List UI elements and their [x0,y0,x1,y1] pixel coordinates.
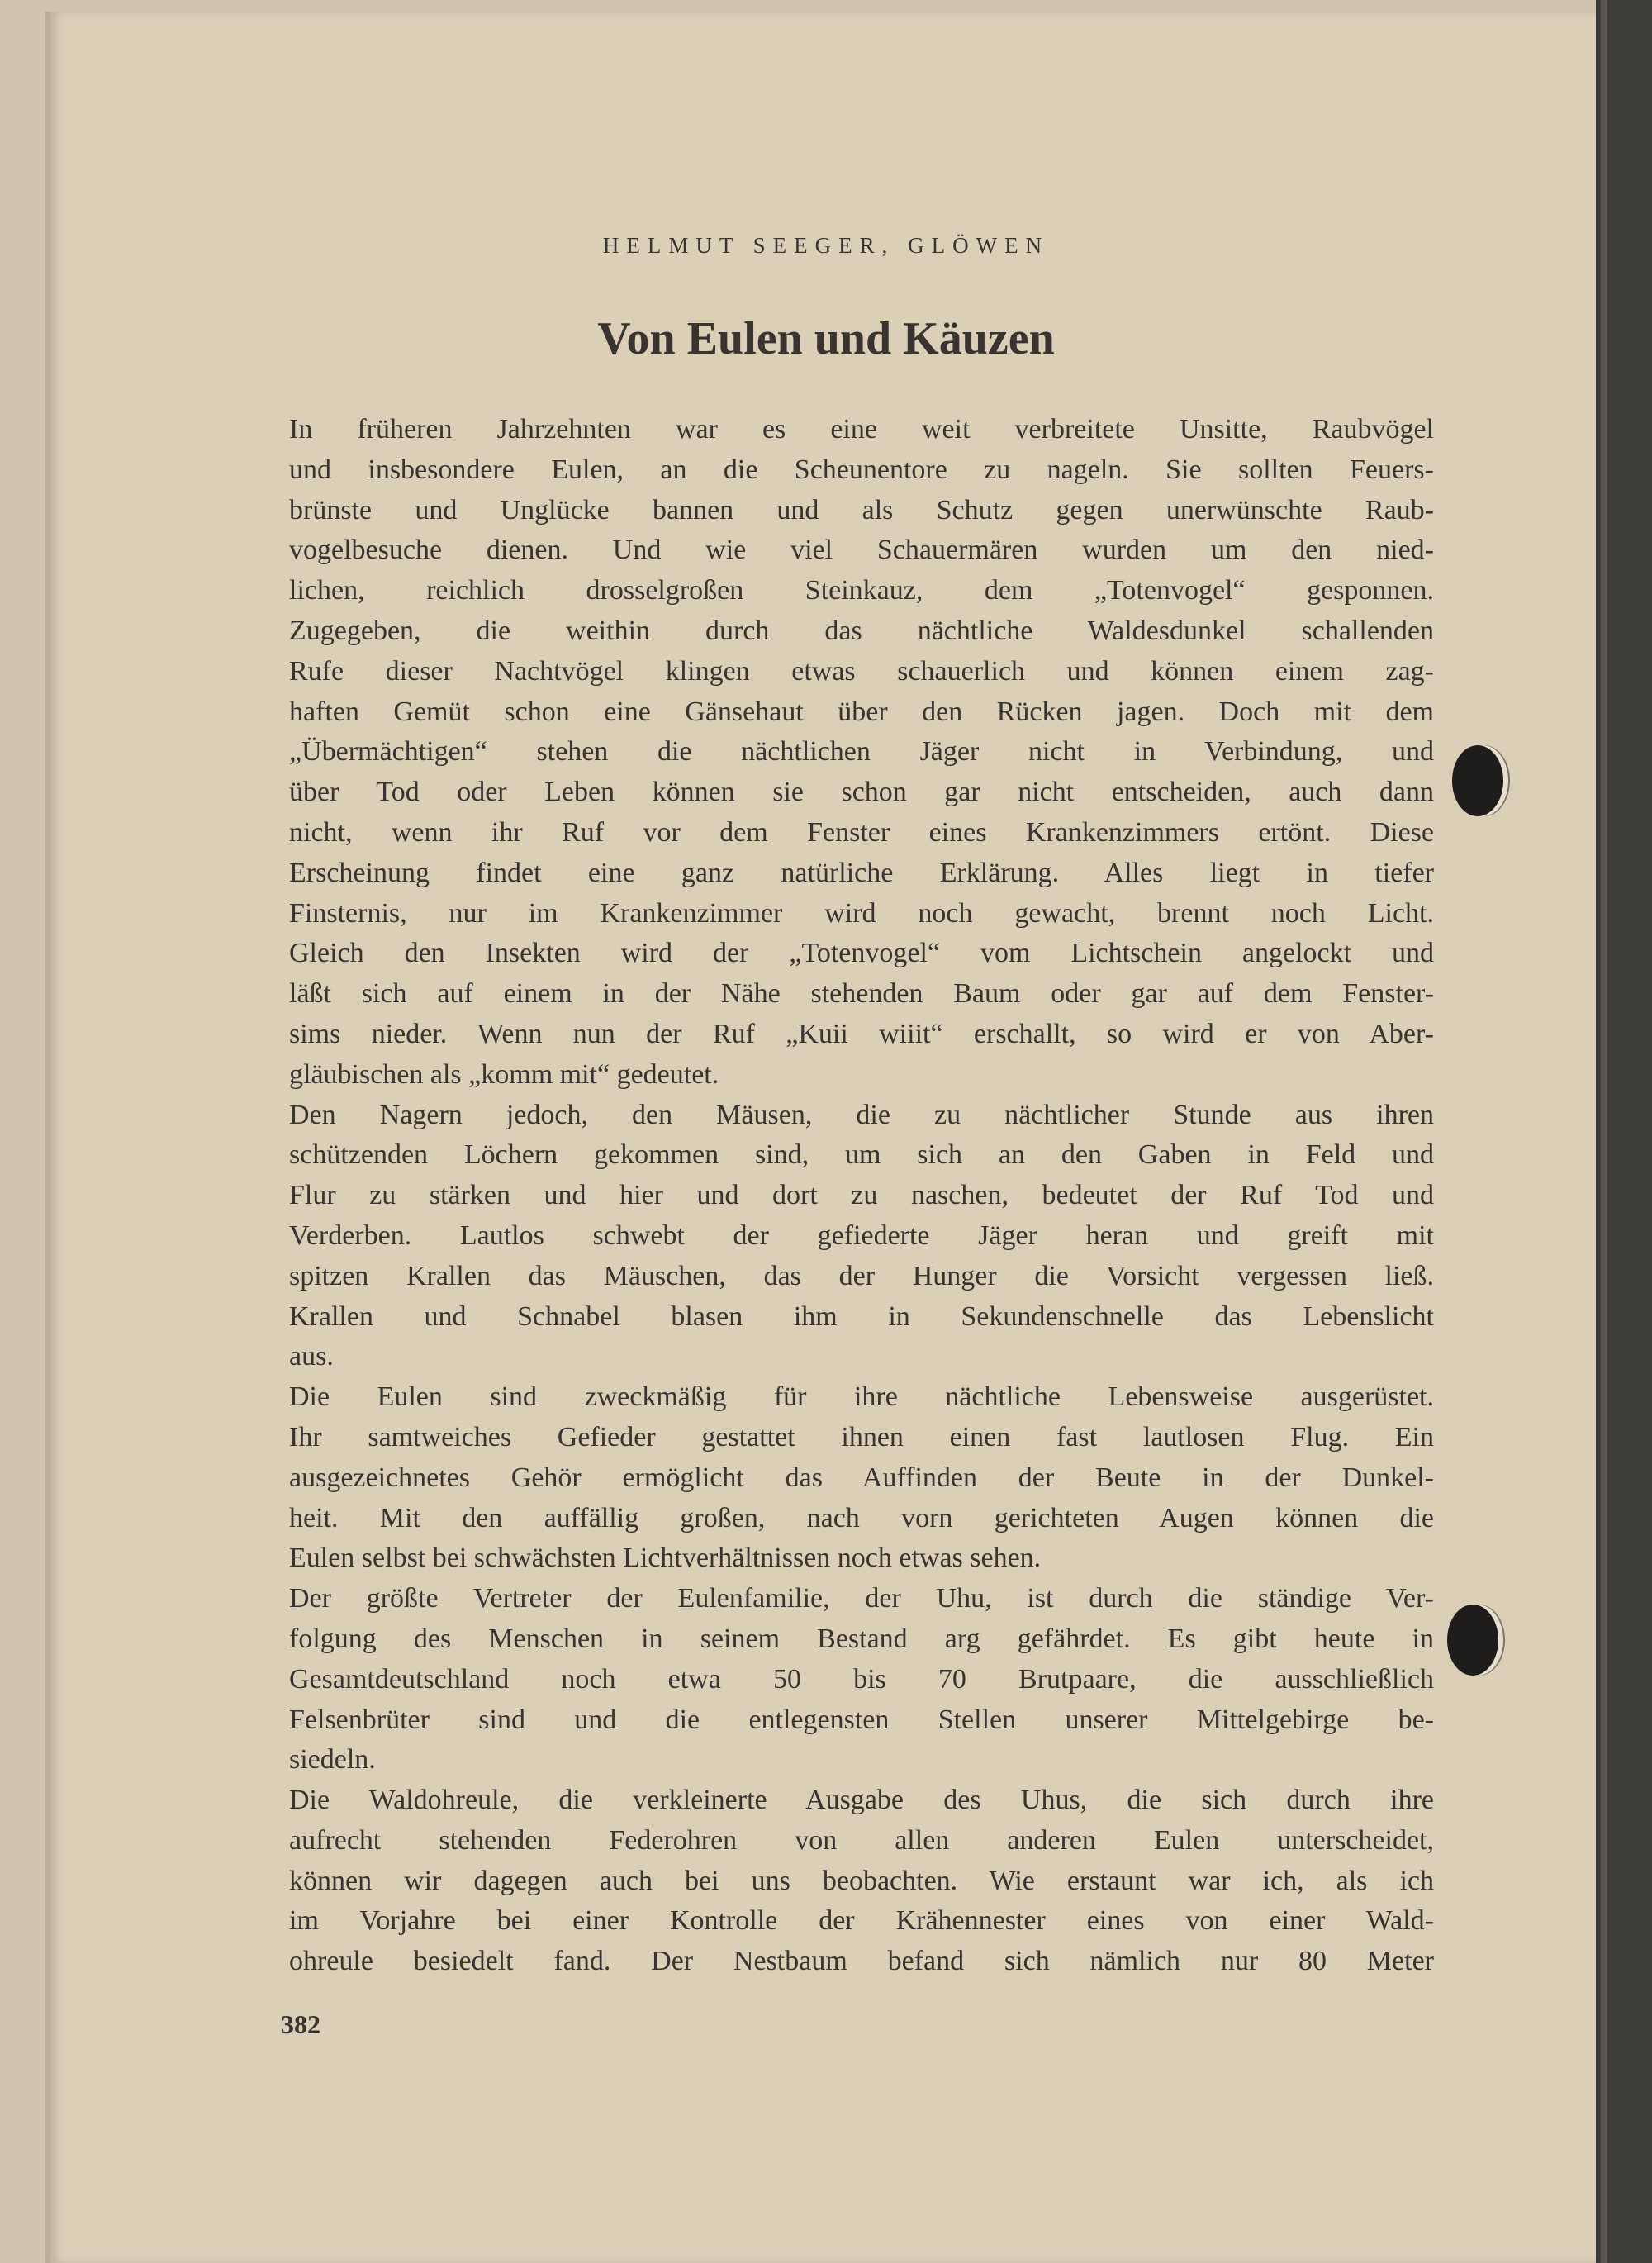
text-line: Finsternis, nur im Krankenzimmer wird noch gewacht, brennt noch Licht. [289,897,1434,929]
text-line: über Tod oder Leben können sie schon gar nicht entscheiden, auch dann [289,777,1434,808]
text-line: ohreule besiedelt fand. Der Nestbaum befand sich nämlich nur 80 Meter [289,1946,1434,1977]
author-header: HELMUT SEEGER, GLÖWEN [602,233,1050,258]
text-line: spitzen Krallen das Mäuschen, das der Hunger die Vorsicht vergessen ließ. [289,1260,1434,1291]
text-line: folgung des Menschen in seinem Bestand arg gefährdet. Es gibt heute in [289,1623,1434,1654]
text-line: aufrecht stehenden Federohren von allen anderen Eulen unterscheidet, [289,1824,1434,1856]
text-line: siedeln. [289,1744,376,1776]
text-line: Rufe dieser Nachtvögel klingen etwas schauerlich und können einem zag- [289,655,1434,687]
text-line: Erscheinung findet eine ganz natürliche Erklärung. Alles liegt in tiefer [289,857,1434,888]
text-line: läßt sich auf einem in der Nähe stehenden Baum oder gar auf dem Fenster- [289,978,1434,1010]
text-line: Den Nagern jedoch, den Mäusen, die zu nächtlicher Stunde aus ihren [289,1099,1434,1130]
text-line: im Vorjahre bei einer Kontrolle der Krähennester eines von einer Wald- [289,1905,1434,1937]
text-line: nicht, wenn ihr Ruf vor dem Fenster eines Krankenzimmers ertönt. Diese [289,816,1434,848]
text-line: Eulen selbst bei schwächsten Lichtverhältnissen noch etwas sehen. [289,1543,1042,1574]
text-line: Felsenbrüter sind und die entlegensten Stellen unserer Mittelgebirge be- [289,1704,1434,1735]
text-line: können wir dagegen auch bei uns beobachten. Wie erstaunt war ich, als ich [289,1865,1434,1896]
text-line: Flur zu stärken und hier und dort zu naschen, bedeutet der Ruf Tod und [289,1180,1434,1211]
text-line: und insbesondere Eulen, an die Scheunentore zu nageln. Sie sollten Feuers- [289,454,1434,485]
text-line: Ihr samtweiches Gefieder gestattet ihnen einen fast lautlosen Flug. Ein [289,1421,1434,1452]
paragraph [289,1096,1434,1378]
paragraph [289,410,1434,1096]
text-line: „Übermächtigen“ stehen die nächtlichen Jäger nicht in Verbindung, und [289,736,1434,768]
text-line: vogelbesuche dienen. Und wie viel Schauermären wurden um den nied- [289,535,1434,566]
text-line: schützenden Löchern gekommen sind, um sich an den Gaben in Feld und [289,1139,1434,1171]
paragraph [289,1579,1434,1780]
text-line: Verderben. Lautlos schwebt der gefiederte Jäger heran und greift mit [289,1219,1434,1251]
article-body [289,410,1434,1982]
text-line: haften Gemüt schon eine Gänsehaut über den Rücken jagen. Doch mit dem [289,696,1434,727]
text-line: brünste und Unglücke bannen und als Schutz gegen unerwünschte Raub- [289,494,1434,525]
text-line: Gesamtdeutschland noch etwa 50 bis 70 Brutpaare, die ausschließlich [289,1663,1434,1695]
text-line: Zugegeben, die weithin durch das nächtliche Waldesdunkel schallenden [289,615,1434,646]
page-number: 382 [281,2009,320,2039]
text-line: Gleich den Insekten wird der „Totenvogel“ vom Lichtschein angelockt und [289,938,1434,969]
text-line: In früheren Jahrzehnten war es eine weit verbreitete Unsitte, Raubvögel [289,414,1434,445]
text-line: gläubischen als „komm mit“ gedeutet. [289,1058,719,1090]
punch-hole-icon [1452,745,1503,816]
text-line: Die Waldohreule, die verkleinerte Ausgabe des Uhus, die sich durch ihre [289,1785,1434,1816]
text-line: ausgezeichnetes Gehör ermöglicht das Auffinden der Beute in der Dunkel- [289,1462,1434,1493]
text-line: Krallen und Schnabel blasen ihm in Sekundenschnelle das Lebenslicht [289,1300,1434,1332]
text-line: heit. Mit den auffällig großen, nach vorn gerichteten Augen können die [289,1502,1434,1533]
text-line: Die Eulen sind zweckmäßig für ihre nächtliche Lebensweise ausgerüstet. [289,1381,1434,1413]
text-line: lichen, reichlich drosselgroßen Steinkauz, dem „Totenvogel“ gesponnen. [289,575,1434,606]
paragraph [289,1377,1434,1579]
punch-hole-icon [1447,1605,1498,1676]
paragraph [289,1780,1434,1982]
text-line: aus. [289,1341,334,1372]
text-line: sims nieder. Wenn nun der Ruf „Kuii wiiit“ erschallt, so wird er von Aber- [289,1018,1434,1049]
text-line: Der größte Vertreter der Eulenfamilie, der Uhu, ist durch die ständige Ver- [289,1583,1434,1614]
article-title: Von Eulen und Käuzen [597,313,1055,364]
